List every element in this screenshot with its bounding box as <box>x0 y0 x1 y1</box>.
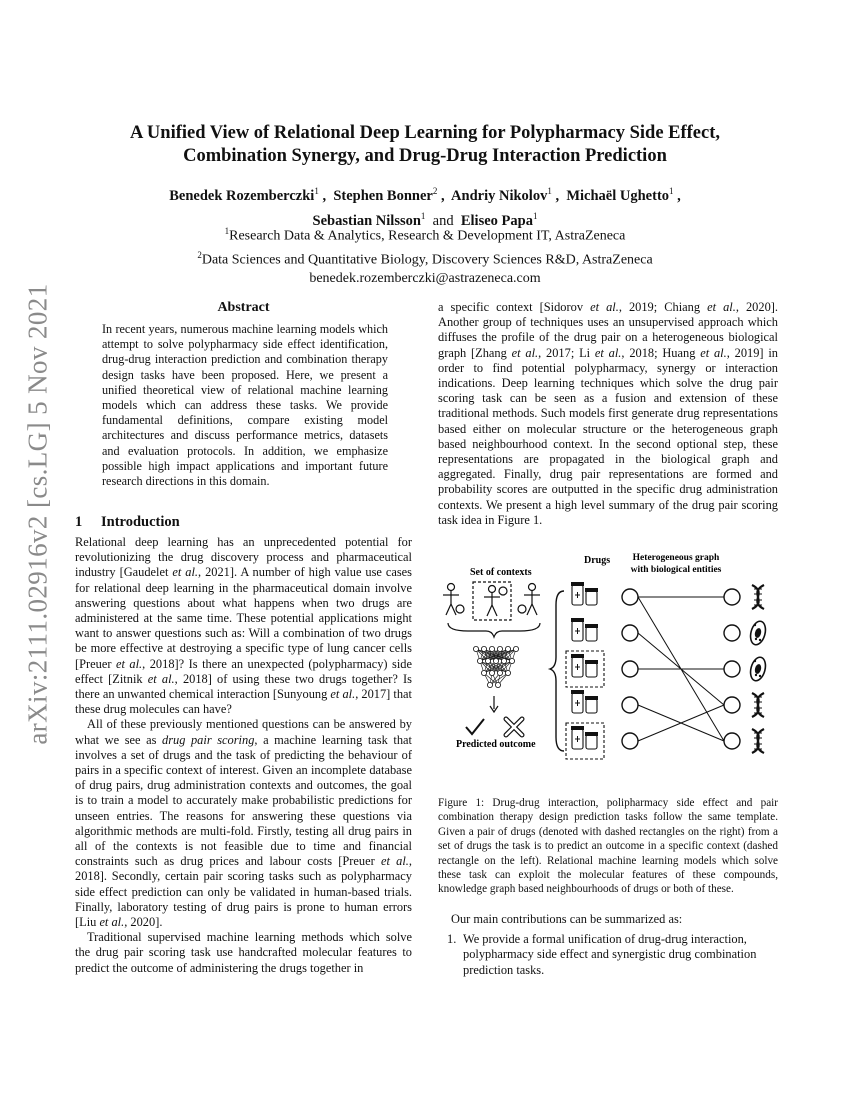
bottle-cap <box>571 726 584 730</box>
neuron <box>489 670 494 675</box>
graph-edges <box>638 597 724 741</box>
author-name: Benedek Rozemberczki <box>169 187 315 204</box>
author-affil-mark: 1 <box>669 186 674 196</box>
text-run: et al. <box>700 345 727 360</box>
drug-list <box>566 582 604 759</box>
text-run: Relational deep learning has an unprecedented potential for revolutionizing the drug discovery process and pharmaceutical industry [Gaudelet <box>75 535 412 580</box>
author-affil-mark: 1 <box>547 186 552 196</box>
text-run: et al. <box>115 656 143 671</box>
pill-bottle <box>586 627 597 641</box>
cell-icon <box>748 656 768 683</box>
neuron <box>481 646 486 651</box>
neuron <box>477 658 482 663</box>
figure-1 <box>438 549 778 781</box>
text-run: et al. <box>330 687 356 702</box>
affiliation-1 <box>90 222 760 246</box>
drug-icon <box>566 651 604 687</box>
dna-icon <box>752 729 764 753</box>
email: benedek.rozemberczki@astrazeneca.com <box>309 271 541 287</box>
neuron <box>473 646 478 651</box>
label-graph-line-2: with biological entities <box>630 565 722 575</box>
arxiv-id: arXiv:2111.02916v2 [cs.LG] 5 Nov 2021 <box>22 283 53 745</box>
contribution-item <box>447 932 779 978</box>
label-graph-line-1: Heterogeneous graph <box>632 553 720 563</box>
context-people <box>443 582 540 620</box>
contribution-text: We provide a formal unification of drug-drug interaction, polypharmacy side effect and synergistic drug combination prediction tasks. <box>463 932 757 977</box>
text-run: drug pair scoring <box>162 732 255 747</box>
abstract-heading: Abstract <box>217 300 270 315</box>
neural-network-icon <box>473 646 518 687</box>
down-arrow-icon <box>490 696 498 712</box>
pill-bottle <box>586 591 597 605</box>
text-run: , 2017; Li <box>538 345 595 360</box>
text-run: et al. <box>511 345 539 360</box>
affil-mark: 1 <box>224 226 230 236</box>
author-name: Michaël Ughetto <box>566 187 670 204</box>
label-set-of-contexts: Set of contexts <box>470 567 532 578</box>
neuron <box>501 658 506 663</box>
text-run: et al. <box>707 300 736 314</box>
neuron <box>513 646 518 651</box>
bottle-cap <box>571 582 584 586</box>
left-column <box>75 535 412 976</box>
neuron <box>505 646 510 651</box>
text-run: et al. <box>99 915 125 930</box>
section-number: 1 <box>75 514 83 530</box>
graph-node <box>724 697 740 713</box>
contributions-intro: Our main contributions can be summarized as: <box>451 912 683 926</box>
and-word: and <box>432 212 454 229</box>
drug-nodes <box>622 589 638 749</box>
text-run: , 2018]? Is there an unexpected (polypharmacy) side effect [Zitnik <box>75 656 412 686</box>
author-line-1: Benedek Rozemberczki$^1$ , Stephen Bonner$^2$ , Andriy Nikolov$^1$ , Michaël Ughetto$^1$ , <box>169 186 681 204</box>
section-heading <box>75 514 180 531</box>
author-affil-mark: 1 <box>532 210 538 221</box>
text-run: , 2020]. Another group of techniques uses an unsupervised approach which diffuses the profile of the drug pair on a heterogeneous biological graph [Zhang <box>438 300 778 360</box>
text-run: et al. <box>172 565 199 580</box>
bottle-cap <box>585 696 598 700</box>
contribution-number: 1. <box>447 932 457 946</box>
title-line-2: Combination Synergy, and Drug-Drug Interaction Prediction <box>183 146 667 166</box>
neuron <box>497 670 502 675</box>
neuron <box>485 658 490 663</box>
author-name: Stephen Bonner <box>333 187 433 204</box>
neuron <box>493 658 498 663</box>
figure-1-diagram <box>438 549 778 781</box>
bottle-cap <box>585 588 598 592</box>
bottle-cap <box>571 654 584 658</box>
neuron <box>509 658 514 663</box>
dna-icon <box>752 585 764 609</box>
affil-text: Data Sciences and Quantitative Biology, Discovery Sciences R&D, AstraZeneca <box>201 252 653 268</box>
graph-node <box>622 733 638 749</box>
bottle-cap <box>585 732 598 736</box>
pill-bottle <box>586 699 597 713</box>
graph-node <box>724 733 740 749</box>
text-run: , a machine learning task that involves a set of drugs and the task of predicting the behaviour of pairs in a specific context of interest. Given an incomplete database of drug pairs, drug administration contexts and outcomes, the goal is to train a model to accurately make probabilistic predictions for unseen entries. The reasons for answering these questions via algorithmic methods are multi-fold. Firstly, testing all drug pairs in all of the contexts is not feasible due to time and financial constraints such as drug prices and labour costs [Preuer <box>75 732 412 869</box>
pill-bottle <box>586 735 597 749</box>
cross-icon <box>506 719 522 735</box>
abstract-body: In recent years, numerous machine learning models which attempt to solve polypharmacy side effect identification, drug-drug interaction prediction and combination therapy design tasks have been proposed. Here, we present a unified theoretical view of relational machine learning models which can address these tasks. We provide fundamental definitions, compare existing model architectures and discuss performance metrics, datasets and evaluation protocols. In addition, we emphasize possible high impact applications and important future research directions in this domain. <box>102 322 388 489</box>
graph-node <box>724 625 740 641</box>
check-icon <box>466 719 484 734</box>
person-icon <box>518 584 540 616</box>
author-name: Sebastian Nilsson <box>312 212 421 229</box>
label-drugs: Drugs <box>584 555 611 566</box>
author-name: Andriy Nikolov <box>451 187 548 204</box>
graph-node <box>622 625 638 641</box>
text-run: et al. <box>590 300 619 314</box>
affil-text: Research Data & Analytics, Research & Development IT, AstraZeneca <box>229 228 626 244</box>
intro-paragraph-2 <box>75 717 412 930</box>
drug-icon <box>571 618 598 641</box>
drug-icon <box>566 723 604 759</box>
author-affil-mark: 1 <box>420 210 426 221</box>
text-run: , 2017] that these drug molecules can have? <box>75 687 412 717</box>
arxiv-stamp <box>16 283 60 745</box>
affiliations <box>90 222 760 289</box>
bottle-cap <box>571 690 584 694</box>
biological-entities <box>748 585 768 753</box>
affiliation-2 <box>90 246 760 270</box>
drug-icon <box>571 582 598 605</box>
cell-icon <box>748 620 768 647</box>
text-run: , 2020]. <box>124 915 163 930</box>
section-title: Introduction <box>101 514 180 530</box>
text-run: , 2019] in order to find potential polypharmacy, synergy or interaction indications. Deep learning techniques which solve the drug pair scoring task can be seen as a fusion and extension of these traditional methods. Such models first generate drug representations based either on molecular structure or the heterogeneous graph based neighbourhood context. In the second optional step, these representations are propagated in the biological graph and aggregated. Finally, drug pair representations are formed and probability scores are outputted in the specific drug administration contexts. We present a high level summary of the drug pair scoring task idea in Figure 1. <box>438 345 778 527</box>
bottle-cap <box>571 618 584 622</box>
intro-paragraph-3: Traditional supervised machine learning methods which solve the drug pair scoring task use handcrafted molecular features to predict the outcome of administering the drugs together in <box>75 930 412 975</box>
text-run: et al. <box>147 671 175 686</box>
bottle-cap <box>585 660 598 664</box>
person-icon <box>443 584 464 616</box>
person-icon <box>484 586 507 617</box>
graph-node <box>622 661 638 677</box>
text-run: et al. <box>380 854 409 869</box>
contexts-brace <box>448 623 540 637</box>
right-paragraph-1 <box>438 300 778 528</box>
entity-nodes <box>724 589 740 749</box>
text-run: , 2018; Huang <box>621 345 701 360</box>
graph-node <box>724 589 740 605</box>
graph-node <box>622 697 638 713</box>
neuron <box>495 682 500 687</box>
text-run: a specific context [Sidorov <box>438 300 591 314</box>
neuron <box>481 670 486 675</box>
author-affil-mark: 1 <box>314 186 319 196</box>
text-run: , 2018] of using these two drugs together? Is there an unwanted chemical interaction [Sunyoung <box>75 671 412 702</box>
right-column <box>438 300 778 528</box>
text-run: , 2018]. Secondly, certain pair scoring tasks such as polypharmacy side effect prediction can only be validated in human-based trials. Finally, laboratory testing of drug pairs is prone to human errors [Liu <box>75 854 412 930</box>
pill-bottle <box>586 663 597 677</box>
author-name: Eliseo Papa <box>460 212 533 229</box>
drug-icon <box>571 690 598 713</box>
text-run: et al. <box>594 345 622 360</box>
neuron <box>505 670 510 675</box>
neuron <box>497 646 502 651</box>
label-predicted-outcome: Predicted outcome <box>456 739 536 750</box>
neuron <box>489 646 494 651</box>
intro-paragraph-1 <box>75 535 412 717</box>
drugs-brace <box>550 591 564 751</box>
graph-node <box>622 589 638 605</box>
neuron <box>487 682 492 687</box>
author-affil-mark: 2 <box>432 186 438 196</box>
text-run: , 2019; Chiang <box>618 300 708 314</box>
title-line-1: A Unified View of Relational Deep Learning for Polypharmacy Side Effect, <box>129 123 721 143</box>
text-run: All of these previously mentioned questions can be answered by what we see as <box>75 717 412 747</box>
paper-title <box>90 122 760 168</box>
text-run: , 2021]. A number of high value use cases for relational deep learning in the pharmaceutical domain involve answering questions about what happens when two drugs are administered at the same time. These potential applications might want to answer questions such as: Will a combination of two drugs be more effective at destroying a specific type of lung cancer cells [Preuer <box>75 565 413 671</box>
figure-1-caption: Figure 1: Drug-drug interaction, polipharmacy side effect and pair combination therapy design prediction tasks follow the same template. Given a pair of drugs (denoted with dashed rectangles on the right) from a set of drugs the task is to predict an outcome in a specific context (dashed rectangle on the left). Relational machine learning models which solve these task can exploit the molecular features of these compounds, knowledge graph based neighbourhoods of drugs or both of these. <box>438 797 778 896</box>
dna-icon <box>752 693 764 717</box>
affil-mark: 2 <box>197 250 202 261</box>
bottle-cap <box>585 624 598 628</box>
graph-node <box>724 661 740 677</box>
